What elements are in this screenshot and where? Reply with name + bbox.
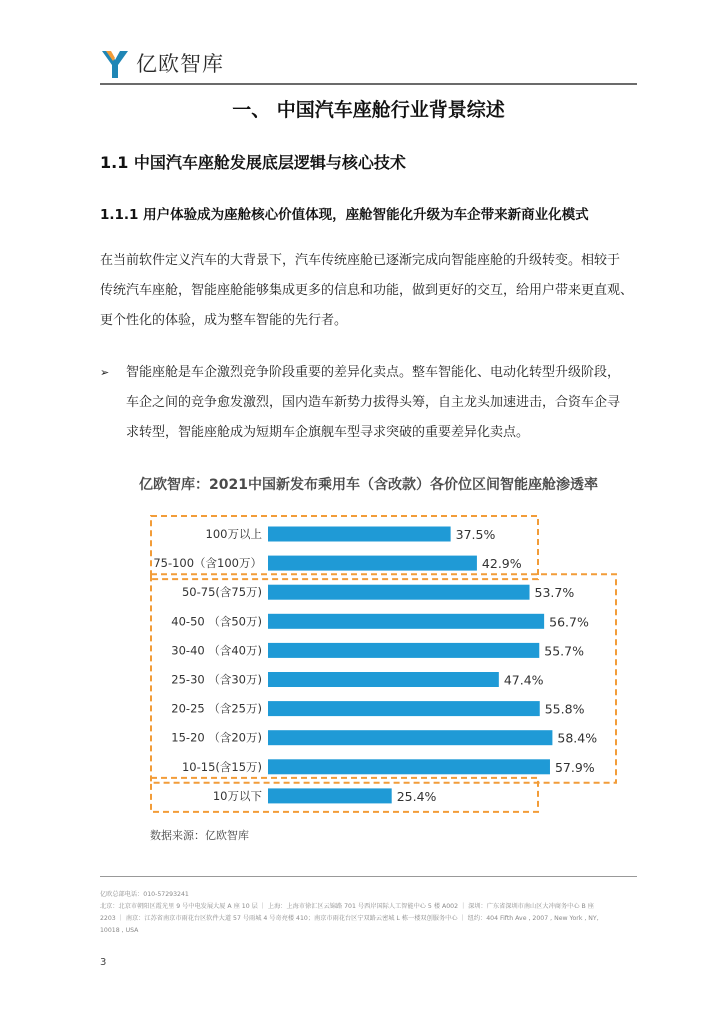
category-label: 30-40 （含40万) bbox=[171, 643, 262, 658]
bullet-line: 智能座舱是车企激烈竞争阶段重要的差异化卖点。整车智能化、电动化转型升级阶段， bbox=[126, 365, 621, 380]
bullet-line: 车企之间的竞争愈发激烈，国内造车新势力拔得头筹，自主龙头加速进击，合资车企寻 bbox=[126, 395, 621, 410]
value-label: 55.7% bbox=[544, 643, 584, 659]
category-label: 15-20 （含20万) bbox=[171, 730, 262, 745]
section-heading: 1.1 中国汽车座舱发展底层逻辑与核心技术 bbox=[100, 153, 406, 172]
value-label: 58.4% bbox=[557, 730, 598, 746]
value-label: 56.7% bbox=[549, 614, 589, 630]
bar bbox=[268, 585, 530, 600]
chart-title: 亿欧智库：2021中国新发布乘用车（含改款）各价位区间智能座舱渗透率 bbox=[139, 477, 598, 493]
category-label: 75-100（含100万） bbox=[153, 556, 262, 571]
paragraph-line: 更个性化的体验，成为整车智能的先行者。 bbox=[100, 313, 348, 328]
bar bbox=[268, 643, 539, 658]
category-label: 40-50 （含50万) bbox=[171, 614, 262, 629]
bar bbox=[268, 788, 392, 803]
category-label: 25-30 （含30万) bbox=[171, 672, 262, 687]
value-label: 25.4% bbox=[396, 788, 437, 804]
bar bbox=[268, 527, 451, 542]
chapter-heading: 一、 中国汽车座舱行业背景综述 bbox=[232, 99, 505, 121]
bar bbox=[268, 672, 499, 687]
paragraph-line: 在当前软件定义汽车的大背景下，汽车传统座舱已逐渐完成向智能座舱的升级转变。相较于 bbox=[100, 253, 621, 268]
category-label: 20-25 （含25万) bbox=[171, 701, 262, 716]
footer-line: 北京：北京市朝阳区霞光里 9 号中电发展大厦 A 座 10 层 ｜ 上海：上海市徐汇区云锦路 701 号西岸国际人工智能中心 5 楼 A002 ｜ 深圳：广东省深圳市南山区大冲商务中心 B 座 bbox=[100, 903, 594, 910]
page-number: 3 bbox=[100, 957, 107, 968]
value-label: 57.9% bbox=[554, 759, 595, 775]
paragraph-line: 传统汽车座舱，智能座舱能够集成更多的信息和功能，做到更好的交互，给用户带来更直观、 bbox=[100, 283, 634, 298]
value-label: 47.4% bbox=[503, 672, 544, 688]
category-label: 50-75(含75万) bbox=[181, 585, 262, 600]
data-source: 数据来源：亿欧智库 bbox=[150, 829, 249, 842]
bar bbox=[268, 701, 540, 716]
bar bbox=[268, 759, 550, 774]
value-label: 53.7% bbox=[534, 585, 575, 601]
category-label: 10万以下 bbox=[212, 788, 262, 803]
value-label: 37.5% bbox=[455, 527, 496, 542]
value-label: 55.8% bbox=[544, 701, 585, 717]
footer-contact bbox=[100, 889, 637, 937]
subsection-heading: 1.1.1 用户体验成为座舱核心价值体现，座舱智能化升级为车企带来新商业化模式 bbox=[100, 207, 589, 223]
logo-text: 亿欧智库 bbox=[136, 52, 224, 76]
value-label: 42.9% bbox=[481, 556, 522, 572]
bar bbox=[268, 730, 552, 745]
footer-line: 2203 ｜ 南京：江苏省南京市雨花台区软件大道 57 号雨城 4 号奇亮楼 410；南京市雨花台区宁双路云密城 L 栋一楼双创服务中心 ｜ 纽约：404 Fifth Ave , 2007 , New York , NY, bbox=[100, 915, 599, 922]
category-label: 10-15(含15万) bbox=[181, 759, 262, 774]
bar bbox=[268, 556, 477, 571]
footer-line: 亿欧总部电话：010-57293241 bbox=[100, 891, 189, 898]
bullet-line: 求转型，智能座舱成为短期车企旗舰车型寻求突破的重要差异化卖点。 bbox=[126, 425, 530, 440]
arrow-bullet-icon: ➢ bbox=[100, 366, 110, 379]
footer-divider bbox=[100, 876, 637, 877]
category-label: 100万以上 bbox=[205, 527, 262, 541]
footer-line: 10018 , USA bbox=[100, 927, 139, 934]
bar bbox=[268, 614, 544, 629]
